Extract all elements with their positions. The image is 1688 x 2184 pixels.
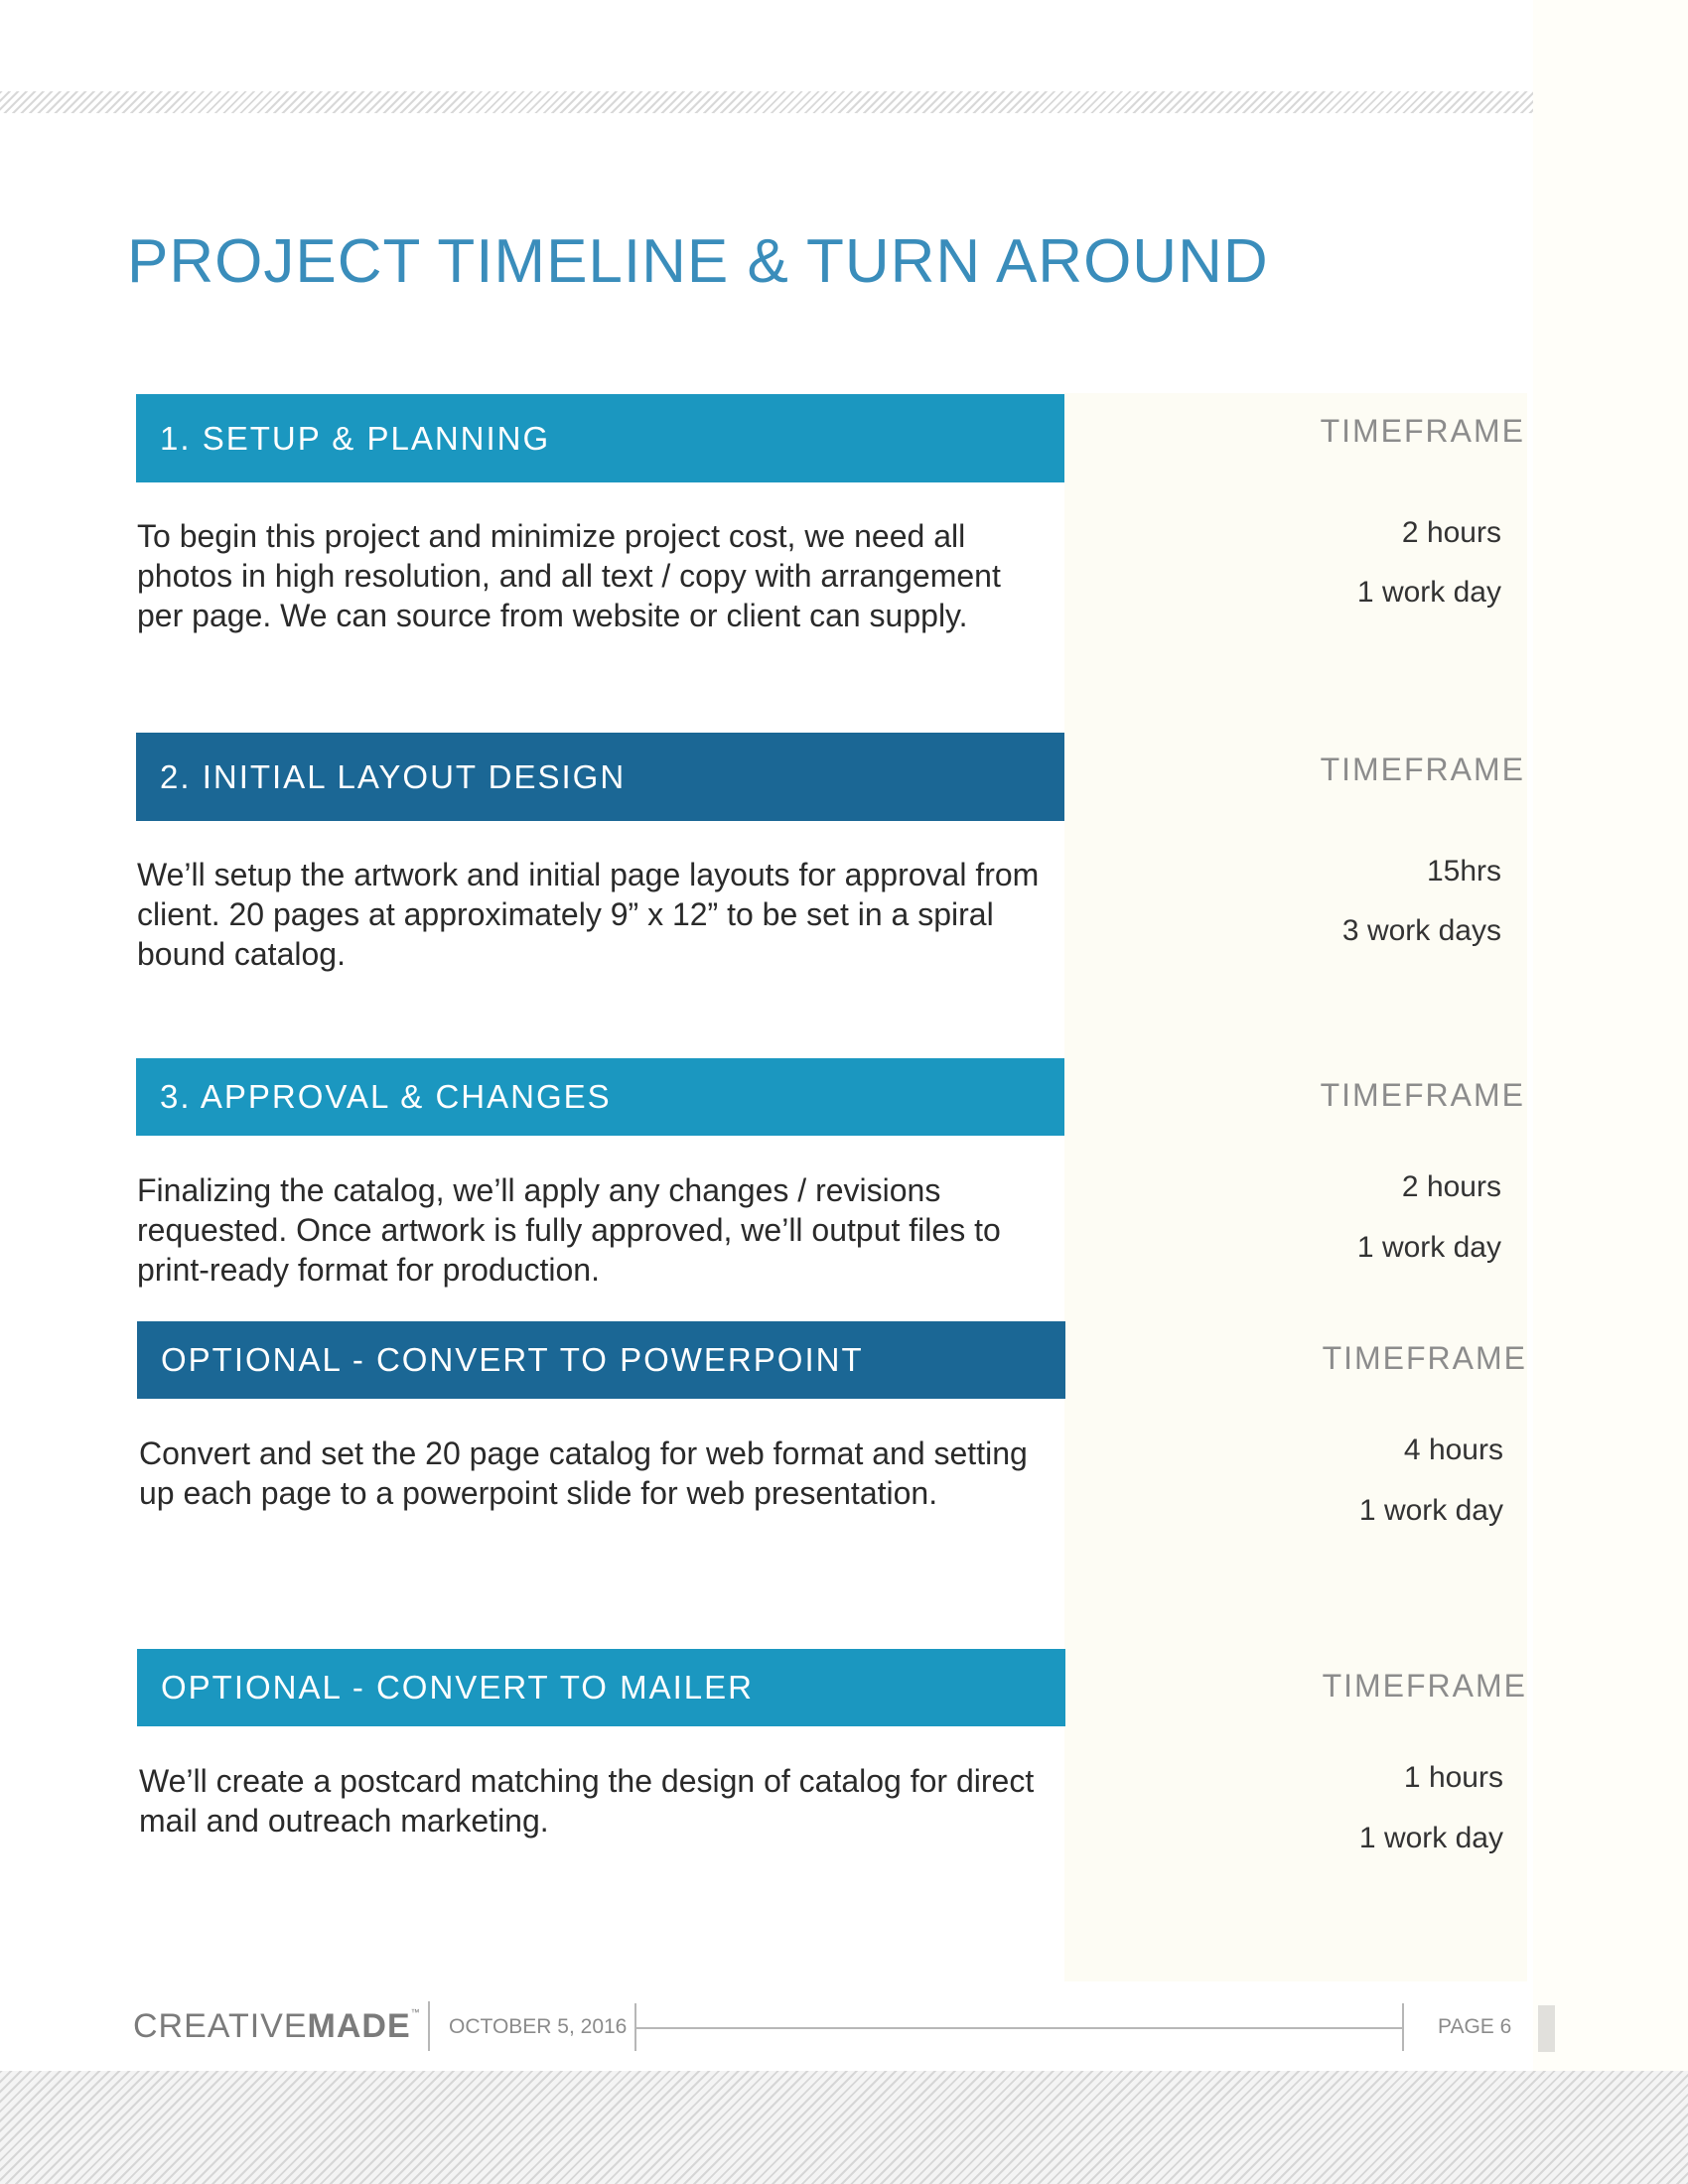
page-tab-decoration	[1538, 2005, 1555, 2052]
page-title: PROJECT TIMELINE & TURN AROUND	[127, 227, 1269, 296]
brand-bold: MADE	[307, 2007, 411, 2045]
timeframe-label: TIMEFRAME	[1320, 413, 1525, 449]
bottom-stripe-decoration	[0, 2071, 1688, 2184]
section-heading: 2. INITIAL LAYOUT DESIGN	[160, 757, 627, 795]
brand-light: CREATIVE	[133, 2007, 308, 2045]
timeframe-hours: 4 hours	[1403, 1433, 1503, 1466]
timeframe-label: TIMEFRAME	[1322, 1668, 1527, 1704]
section-header-powerpoint	[137, 1321, 1065, 1399]
section-heading: 1. SETUP & PLANNING	[160, 419, 551, 457]
timeframe-hours: 15hrs	[1426, 855, 1501, 887]
section-body: To begin this project and minimize project cost, we need all photos in high resolution, and all text / copy with arrangement per page. We can source from website or client can supply.	[137, 518, 1001, 633]
footer-rule	[636, 2027, 1402, 2029]
timeframe-label: TIMEFRAME	[1322, 1340, 1527, 1376]
section-header-approval	[136, 1058, 1064, 1136]
section-heading: 3. APPROVAL & CHANGES	[160, 1078, 612, 1115]
footer-divider	[1402, 2003, 1404, 2051]
timeframe-hours: 2 hours	[1401, 1170, 1501, 1203]
trademark-mark: ™	[410, 2007, 421, 2017]
footer-divider	[428, 2001, 430, 2051]
timeframe-days: 1 work day	[1358, 1494, 1503, 1527]
brand-logo	[133, 2007, 421, 2046]
section-heading: OPTIONAL - CONVERT TO POWERPOINT	[161, 1341, 864, 1378]
timeframe-hours: 1 hours	[1403, 1761, 1503, 1794]
section-header-layout	[136, 733, 1064, 821]
timeframe-days: 3 work days	[1341, 914, 1501, 947]
section-heading: OPTIONAL - CONVERT TO MAILER	[161, 1669, 754, 1706]
section-header-setup	[136, 394, 1064, 482]
timeframe-label: TIMEFRAME	[1320, 1077, 1525, 1113]
timeframe-days: 1 work day	[1356, 1231, 1501, 1264]
section-body: We’ll setup the artwork and initial page layouts for approval from client. 20 pages at approximately 9” x 12” to be set in a spiral bound catalog.	[137, 857, 1040, 972]
page-number: PAGE 6	[1438, 2015, 1512, 2038]
timeframe-days: 1 work day	[1358, 1822, 1503, 1854]
timeframe-label: TIMEFRAME	[1320, 751, 1525, 787]
section-body: Convert and set the 20 page catalog for web format and setting up each page to a powerpoint slide for web presentation.	[139, 1435, 1028, 1511]
timeframe-hours: 2 hours	[1401, 516, 1501, 549]
section-body: We’ll create a postcard matching the design of catalog for direct mail and outreach marketing.	[139, 1763, 1035, 1839]
timeframe-days: 1 work day	[1356, 576, 1501, 609]
footer-date: OCTOBER 5, 2016	[449, 2015, 628, 2038]
top-stripe-decoration	[0, 91, 1533, 113]
section-body: Finalizing the catalog, we’ll apply any changes / revisions requested. Once artwork is fully approved, we’ll output files to print-ready format for production.	[137, 1172, 1001, 1288]
section-header-mailer	[137, 1649, 1065, 1726]
